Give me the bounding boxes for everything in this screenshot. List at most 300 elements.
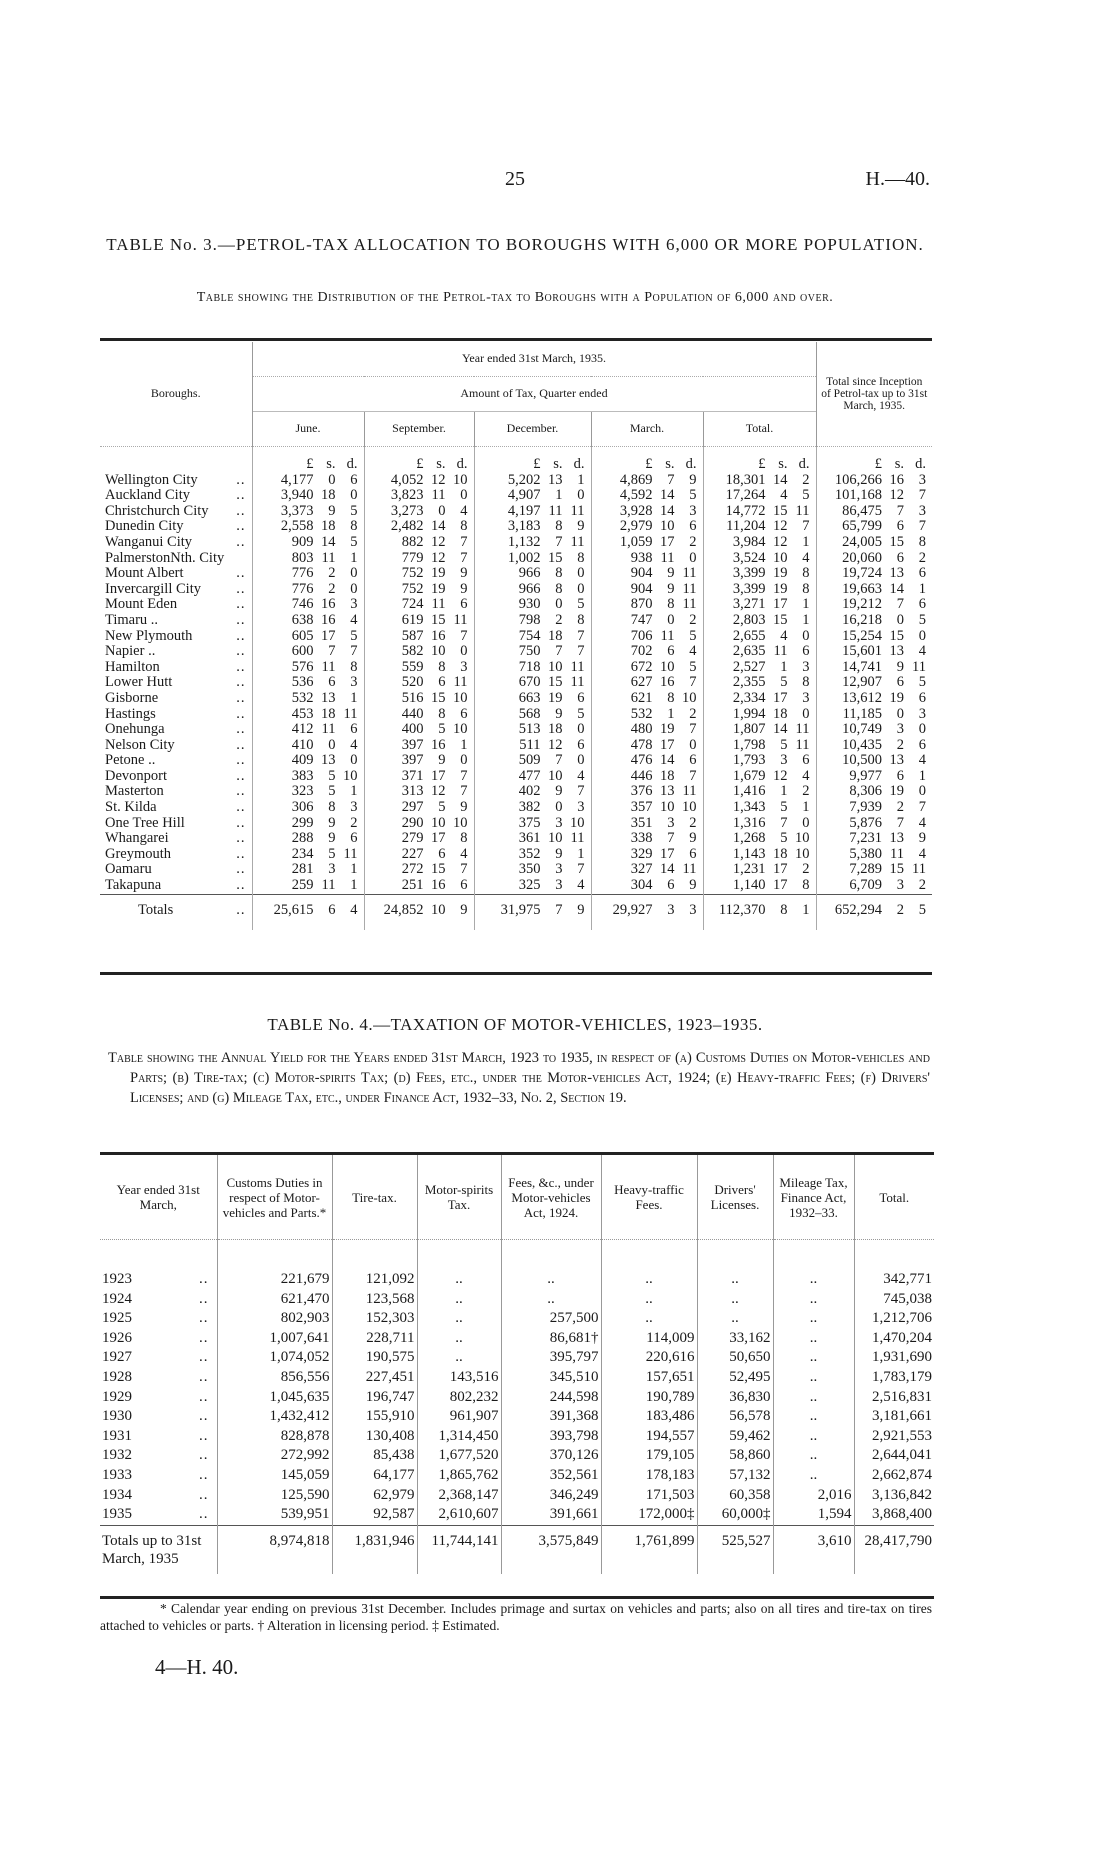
money-cell (364, 769, 474, 785)
pounds: 1,994 (732, 705, 766, 722)
pence: 2 (689, 814, 697, 831)
pounds: 25,615 (273, 901, 314, 918)
pence: 6 (918, 689, 926, 706)
pounds: 638 (291, 611, 314, 628)
money-cell (703, 769, 816, 785)
value-cell: 961,907 (417, 1407, 501, 1427)
money-cell (591, 504, 703, 520)
pence: 9 (689, 877, 697, 894)
money-cell (591, 878, 703, 894)
leader-dots: .. (236, 861, 246, 878)
borough-name (100, 660, 252, 676)
pence: 0 (577, 752, 585, 769)
money-cell (703, 629, 816, 645)
value-cell: 1,212,706 (854, 1309, 934, 1329)
shillings: 11 (660, 627, 675, 644)
borough-label: Masterton (105, 783, 164, 800)
pounds: 7,289 (849, 861, 882, 878)
pounds: 288 (291, 830, 314, 847)
shillings: 18 (321, 705, 336, 722)
table-row (100, 707, 932, 723)
pence: 11 (453, 611, 468, 628)
shillings: 15 (431, 689, 446, 706)
shillings: 7 (328, 643, 336, 660)
pounds: 1,002 (507, 549, 541, 566)
money-cell (816, 519, 932, 535)
money-cell (364, 894, 474, 930)
total-cell: 525,527 (697, 1525, 773, 1574)
shillings: 8 (555, 580, 563, 597)
pence: 0 (689, 549, 697, 566)
leader-dots: .. (236, 845, 246, 862)
money-cell (252, 738, 364, 754)
pence: 8 (802, 877, 810, 894)
pence: 4 (350, 736, 358, 753)
money-cell (816, 894, 932, 930)
shillings: 12 (773, 518, 788, 535)
shillings: 8 (438, 658, 446, 675)
col-header-0: Year ended 31st March, (100, 1155, 217, 1240)
value-cell: 194,557 (601, 1427, 697, 1447)
money-cell (591, 862, 703, 878)
leader-dots: .. (199, 1427, 209, 1444)
pounds: 750 (518, 643, 541, 660)
year-label: 1928 (102, 1368, 132, 1385)
money-cell (474, 816, 591, 832)
table4-title: TABLE No. 4.—TAXATION OF MOTOR-VEHICLES, 1923–1935. (267, 1015, 763, 1034)
table4-motor-vehicle-taxation (100, 1155, 934, 1574)
money-cell (816, 847, 932, 863)
shillings: 17 (660, 736, 675, 753)
pence: 11 (570, 830, 585, 847)
pence: 9 (460, 565, 468, 582)
pounds: 966 (518, 580, 541, 597)
money-cell (816, 722, 932, 738)
leader-dots: .. (236, 721, 246, 738)
pence: 11 (682, 861, 697, 878)
year-cell (100, 1290, 217, 1310)
table-row (100, 660, 932, 676)
pounds: 1,132 (507, 533, 541, 550)
money-cell (591, 629, 703, 645)
pounds: 12,907 (842, 674, 882, 691)
pence: 10 (682, 689, 697, 706)
value-cell: 227,451 (332, 1368, 417, 1388)
pence: 10 (795, 845, 810, 862)
page-number: 25 (505, 168, 525, 190)
value-cell: 178,183 (601, 1466, 697, 1486)
money-cell (703, 504, 816, 520)
pounds: 3,928 (619, 502, 653, 519)
borough-name (100, 488, 252, 504)
leader-dots: .. (236, 689, 246, 706)
shillings: 17 (660, 845, 675, 862)
borough-name (100, 878, 252, 894)
table-row (100, 831, 932, 847)
value-cell: .. (417, 1290, 501, 1310)
leader-dots: .. (199, 1447, 209, 1464)
leader-dots: .. (236, 877, 246, 894)
shillings: 5 (438, 799, 446, 816)
shillings: 4 (780, 627, 788, 644)
pounds: 798 (518, 611, 541, 628)
pence: 8 (802, 674, 810, 691)
total-cell: 3,610 (773, 1525, 854, 1574)
pounds: 663 (518, 689, 541, 706)
money-cell (816, 535, 932, 551)
pounds: 329 (630, 845, 653, 862)
pence: 11 (343, 705, 358, 722)
shillings: 8 (555, 518, 563, 535)
table-row (100, 1348, 934, 1368)
shillings: 17 (773, 861, 788, 878)
table-row (100, 566, 932, 582)
shillings: 15 (773, 502, 788, 519)
pence: 11 (682, 565, 697, 582)
shillings: 14 (773, 721, 788, 738)
pence: 7 (460, 549, 468, 566)
borough-label: Devonport (105, 767, 168, 784)
pounds: 600 (291, 643, 314, 660)
borough-name (100, 644, 252, 660)
pence: 0 (918, 627, 926, 644)
footnote (100, 1600, 932, 1634)
borough-label: Timaru .. (105, 611, 159, 628)
value-cell: 220,616 (601, 1348, 697, 1368)
pounds: 1,793 (732, 752, 766, 769)
money-cell (591, 847, 703, 863)
money-cell (703, 488, 816, 504)
value-cell: 60,358 (697, 1486, 773, 1506)
money-cell (816, 582, 932, 598)
pounds: 476 (630, 752, 653, 769)
col-header-total-since: Total since Inception of Petrol-tax up to 31st March, 1935. (816, 342, 932, 447)
borough-label: Wellington City (105, 471, 198, 488)
value-cell: 2,662,874 (854, 1466, 934, 1486)
pence: 10 (453, 471, 468, 488)
value-cell: .. (417, 1240, 501, 1290)
pence: 1 (350, 861, 358, 878)
value-cell: 171,503 (601, 1486, 697, 1506)
shillings: 18 (773, 845, 788, 862)
total-cell: 28,417,790 (854, 1525, 934, 1574)
pence: 7 (460, 783, 468, 800)
value-cell: 342,771 (854, 1240, 934, 1290)
money-cell (474, 847, 591, 863)
pence: 0 (460, 643, 468, 660)
shillings: 6 (438, 845, 446, 862)
value-cell: 2,644,041 (854, 1446, 934, 1466)
shillings: 6 (896, 674, 904, 691)
value-cell: 1,045,635 (217, 1388, 332, 1408)
pence: 5 (918, 674, 926, 691)
pence: 2 (689, 533, 697, 550)
pounds: 3,183 (507, 518, 541, 535)
totals-label: Totals up to 31st March, 1935 (100, 1525, 217, 1574)
year-cell (100, 1388, 217, 1408)
total-cell: 1,831,946 (332, 1525, 417, 1574)
value-cell: 539,951 (217, 1505, 332, 1525)
pounds: 299 (291, 814, 314, 831)
pounds: 882 (401, 533, 424, 550)
pounds: 776 (291, 580, 314, 597)
table4-bottom-rule (100, 1596, 934, 1599)
money-cell (364, 613, 474, 629)
pence: 8 (577, 611, 585, 628)
shillings: 13 (889, 830, 904, 847)
pounds: 338 (630, 830, 653, 847)
value-cell: 391,661 (501, 1505, 601, 1525)
pence: 3 (689, 901, 697, 918)
table-row (100, 519, 932, 535)
pence: 4 (802, 549, 810, 566)
pence: 8 (802, 565, 810, 582)
shillings: 5 (328, 767, 336, 784)
pence: 11 (912, 861, 926, 878)
pence: 9 (577, 901, 585, 918)
table-row (100, 800, 932, 816)
money-cell (474, 644, 591, 660)
money-cell (703, 519, 816, 535)
pounds: 323 (291, 783, 314, 800)
pounds: 2,655 (732, 627, 766, 644)
pence: 0 (918, 721, 926, 738)
table-row (100, 1368, 934, 1388)
table-row (100, 613, 932, 629)
value-cell: .. (773, 1466, 854, 1486)
money-cell (703, 831, 816, 847)
value-cell: 85,438 (332, 1446, 417, 1466)
year-cell (100, 1427, 217, 1447)
shillings: 15 (548, 549, 563, 566)
leader-dots: .. (236, 502, 246, 519)
pence: 11 (453, 674, 468, 691)
totals-text: Totals (138, 901, 174, 918)
money-cell (591, 722, 703, 738)
value-cell: 1,314,450 (417, 1427, 501, 1447)
pence: 2 (918, 549, 926, 566)
pence: 4 (802, 767, 810, 784)
borough-label: PalmerstonNth. City (105, 549, 225, 566)
shillings: 6 (328, 674, 336, 691)
unit-shilling: s. (894, 456, 904, 472)
unit-pound: £ (416, 456, 424, 472)
money-cell (474, 613, 591, 629)
value-cell: 52,495 (697, 1368, 773, 1388)
year-label: 1926 (102, 1329, 132, 1346)
shillings: 0 (555, 596, 563, 613)
leader-dots: .. (199, 1271, 209, 1287)
money-cell (591, 644, 703, 660)
shillings: 19 (889, 689, 904, 706)
total-cell: 1,761,899 (601, 1525, 697, 1574)
money-cell (703, 660, 816, 676)
money-cell (252, 784, 364, 800)
pounds: 400 (401, 721, 424, 738)
table3-title: TABLE No. 3.—PETROL-TAX ALLOCATION TO BOROUGHS WITH 6,000 OR MORE POPULATION. (106, 235, 924, 254)
pounds: 559 (401, 658, 424, 675)
table-row (100, 504, 932, 520)
leader-dots: .. (199, 1408, 209, 1425)
borough-name (100, 847, 252, 863)
table-row (100, 722, 932, 738)
leader-dots: .. (236, 799, 246, 816)
pounds: 327 (630, 861, 653, 878)
shillings: 1 (780, 783, 788, 800)
value-cell: .. (417, 1329, 501, 1349)
pounds: 2,334 (732, 689, 766, 706)
pounds: 376 (630, 783, 653, 800)
pounds: 4,907 (507, 487, 541, 504)
pounds: 4,592 (619, 487, 653, 504)
pence: 0 (802, 814, 810, 831)
pence: 8 (460, 830, 468, 847)
table-row (100, 473, 932, 489)
shillings: 1 (667, 705, 675, 722)
pence: 1 (577, 471, 585, 488)
money-cell (474, 707, 591, 723)
shillings: 2 (896, 736, 904, 753)
leader-dots: .. (199, 1466, 209, 1483)
table-row (100, 582, 932, 598)
table-row (100, 1309, 934, 1329)
shillings: 11 (890, 845, 904, 862)
money-cell (591, 784, 703, 800)
year-label: 1925 (102, 1310, 132, 1327)
pounds: 938 (630, 549, 653, 566)
leader-dots: .. (236, 705, 246, 722)
pence: 1 (350, 783, 358, 800)
shillings: 10 (431, 901, 446, 918)
unit-pence: d. (915, 456, 926, 472)
shillings: 17 (660, 533, 675, 550)
value-cell: 36,830 (697, 1388, 773, 1408)
shillings: 10 (660, 799, 675, 816)
table-row (100, 753, 932, 769)
pence: 9 (689, 830, 697, 847)
money-cell (703, 722, 816, 738)
money-cell (816, 800, 932, 816)
shillings: 14 (773, 471, 788, 488)
money-cell (252, 629, 364, 645)
money-cell (474, 660, 591, 676)
shillings: 10 (431, 643, 446, 660)
money-cell (364, 473, 474, 489)
pounds: 10,435 (842, 736, 882, 753)
pence: 0 (802, 705, 810, 722)
money-cell (703, 847, 816, 863)
shillings: 15 (889, 533, 904, 550)
pounds: 779 (401, 549, 424, 566)
pence: 6 (577, 736, 585, 753)
leader-dots: .. (199, 1290, 209, 1307)
pence: 7 (350, 643, 358, 660)
value-cell: 1,594 (773, 1505, 854, 1525)
value-cell: 802,903 (217, 1309, 332, 1329)
money-cell (364, 597, 474, 613)
pence: 8 (577, 549, 585, 566)
pounds: 516 (401, 689, 424, 706)
table-row (100, 1329, 934, 1349)
pounds: 1,679 (732, 767, 766, 784)
money-cell (816, 816, 932, 832)
shillings: 10 (548, 767, 563, 784)
shillings: 18 (548, 627, 563, 644)
shillings: 14 (889, 580, 904, 597)
pounds: 6,709 (849, 877, 882, 894)
table-row (100, 691, 932, 707)
pence: 7 (577, 627, 585, 644)
shillings: 7 (555, 752, 563, 769)
shillings: 10 (660, 658, 675, 675)
borough-label: Onehunga (105, 721, 165, 738)
pounds: 477 (518, 767, 541, 784)
value-cell: .. (773, 1240, 854, 1290)
pounds: 3,373 (280, 502, 314, 519)
money-cell (591, 738, 703, 754)
shillings: 5 (780, 674, 788, 691)
pence: 6 (689, 845, 697, 862)
shillings: 19 (773, 565, 788, 582)
pounds: 1,140 (732, 877, 766, 894)
value-cell: 2,610,607 (417, 1505, 501, 1525)
shillings: 15 (773, 611, 788, 628)
shillings: 6 (667, 643, 675, 660)
pounds: 1,807 (732, 721, 766, 738)
money-cell (252, 894, 364, 930)
value-cell: 272,992 (217, 1446, 332, 1466)
pence: 10 (795, 830, 810, 847)
shillings: 16 (321, 611, 336, 628)
leader-dots: .. (199, 1486, 209, 1503)
pounds: 2,558 (280, 518, 314, 535)
money-cell (703, 597, 816, 613)
pounds: 803 (291, 549, 314, 566)
money-cell (252, 769, 364, 785)
shillings: 4 (780, 487, 788, 504)
shillings: 2 (328, 580, 336, 597)
pence: 10 (570, 814, 585, 831)
pounds: 15,601 (842, 643, 882, 660)
shillings: 7 (667, 471, 675, 488)
pence: 10 (453, 814, 468, 831)
pence: 10 (682, 799, 697, 816)
borough-name (100, 769, 252, 785)
year-cell (100, 1486, 217, 1506)
value-cell: 1,007,641 (217, 1329, 332, 1349)
pence: 6 (918, 565, 926, 582)
borough-label: One Tree Hill (105, 814, 185, 831)
shillings: 18 (321, 487, 336, 504)
borough-name (100, 613, 252, 629)
totals-row (100, 894, 932, 930)
shillings: 0 (328, 471, 336, 488)
year-label: 1929 (102, 1388, 132, 1405)
signature-mark: 4—H. 40. (155, 1655, 239, 1679)
pounds: 568 (518, 705, 541, 722)
money-cell (474, 862, 591, 878)
pounds: 272 (401, 861, 424, 878)
shillings: 15 (431, 861, 446, 878)
shillings: 5 (780, 799, 788, 816)
money-cell (591, 660, 703, 676)
money-cell (364, 878, 474, 894)
pence: 3 (918, 502, 926, 519)
value-cell: .. (773, 1388, 854, 1408)
money-cell (816, 551, 932, 567)
money-cell (364, 519, 474, 535)
year-cell (100, 1368, 217, 1388)
